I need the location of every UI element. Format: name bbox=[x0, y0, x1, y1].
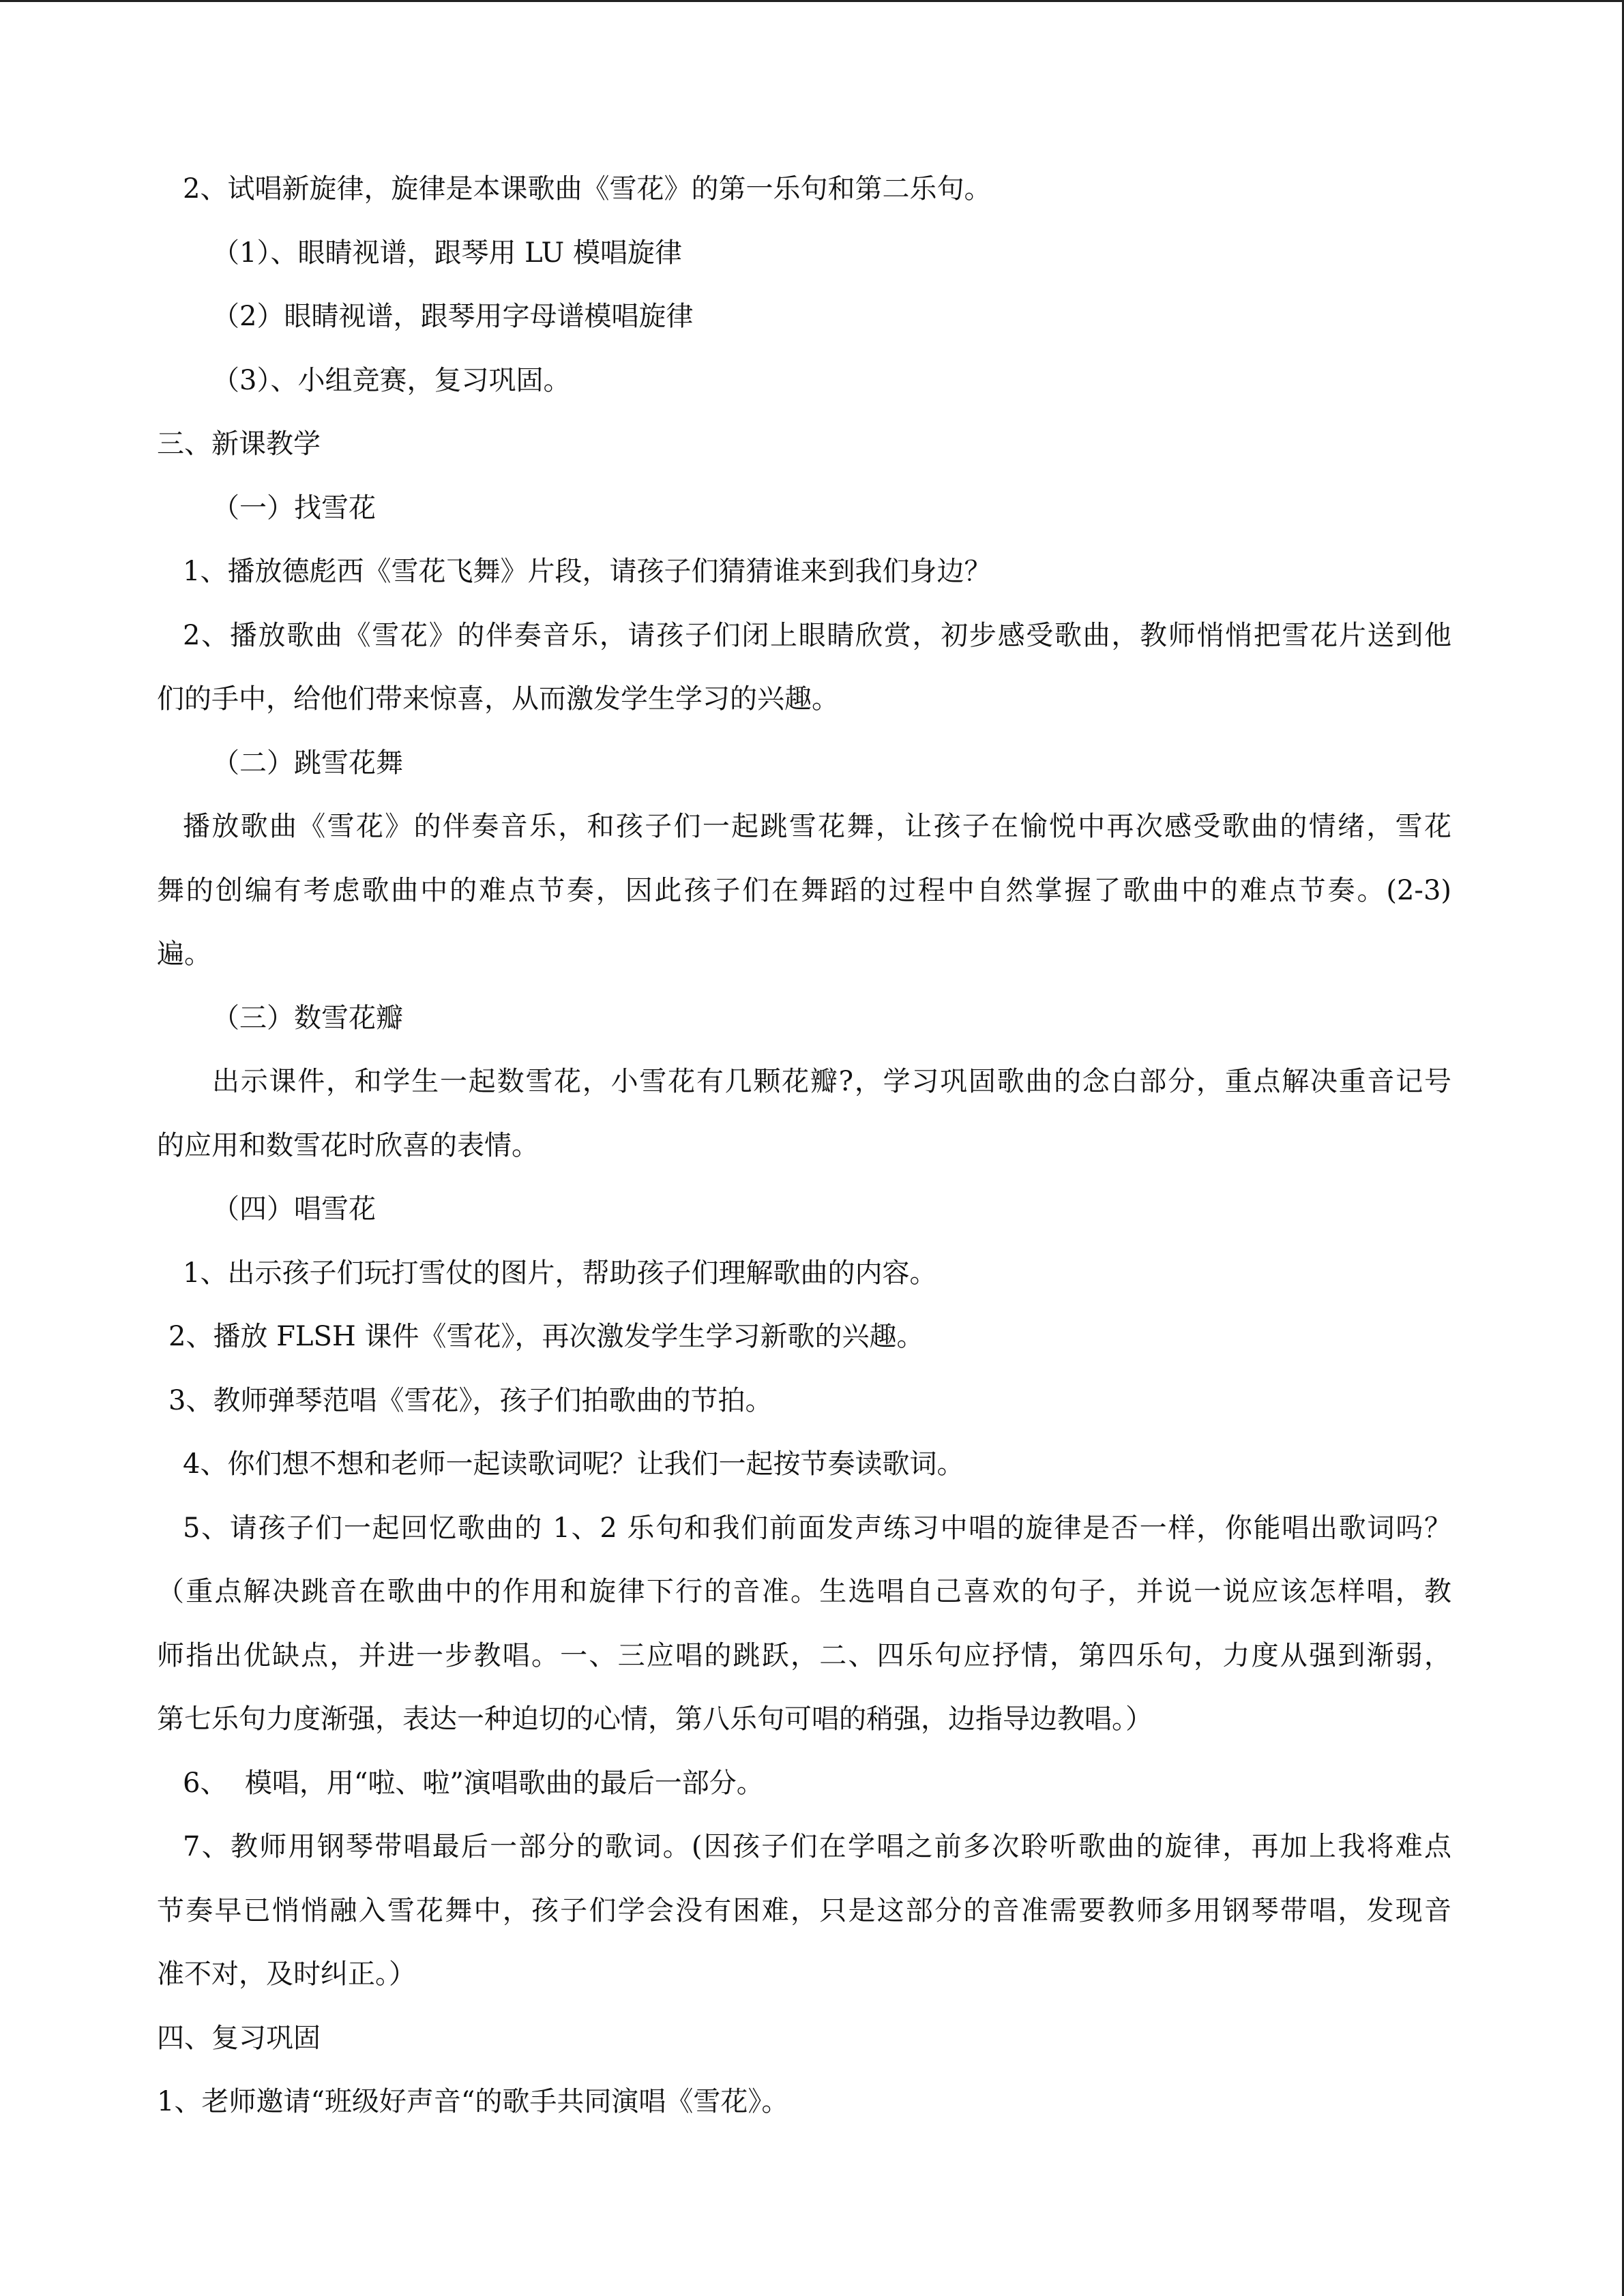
paragraph-line: 出示课件，和学生一起数雪花，小雪花有几颗花瓣?，学习巩固歌曲的念白部分，重点解决重音记号 bbox=[212, 1066, 1451, 1097]
section-heading: 三、新课教学 bbox=[157, 428, 321, 460]
list-item: 1、出示孩子们玩打雪仗的图片，帮助孩子们理解歌曲的内容。 bbox=[183, 1257, 937, 1289]
subsection-heading: （二）跳雪花舞 bbox=[212, 747, 403, 779]
list-item: 7、教师用钢琴带唱最后一部分的歌词。(因孩子们在学唱之前多次聆听歌曲的旋律，再加上我将难点 bbox=[183, 1831, 1451, 1862]
paragraph-line: 第七乐句力度渐强，表达一种迫切的心情，第八乐句可唱的稍强，边指导边教唱。） bbox=[157, 1703, 1153, 1735]
list-item: 2、播放 FLSH 课件《雪花》，再次激发学生学习新歌的兴趣。 bbox=[168, 1321, 924, 1352]
subsection-heading: （一）找雪花 bbox=[212, 492, 376, 524]
paragraph-line: 舞的创编有考虑歌曲中的难点节奏，因此孩子们在舞蹈的过程中自然掌握了歌曲中的难点节奏。(2-3) bbox=[157, 874, 1451, 906]
paragraph-line: 播放歌曲《雪花》的伴奏音乐，和孩子们一起跳雪花舞，让孩子在愉悦中再次感受歌曲的情绪，雪花 bbox=[183, 811, 1451, 842]
paragraph-line: 们的手中，给他们带来惊喜，从而激发学生学习的兴趣。 bbox=[157, 683, 839, 715]
paragraph-line: 节奏早已悄悄融入雪花舞中，孩子们学会没有困难，只是这部分的音准需要教师多用钢琴带唱，发现音 bbox=[157, 1894, 1451, 1926]
step-item: （1）、眼睛视谱，跟琴用 LU 模唱旋律 bbox=[212, 237, 682, 269]
subsection-heading: （四）唱雪花 bbox=[212, 1193, 376, 1225]
paragraph-line: 的应用和数雪花时欣喜的表情。 bbox=[157, 1129, 539, 1161]
step-item: （2）眼睛视谱，跟琴用字母谱模唱旋律 bbox=[212, 301, 694, 332]
paragraph-line: 遍。 bbox=[157, 938, 211, 970]
list-item: 1、播放德彪西《雪花飞舞》片段，请孩子们猜猜谁来到我们身边？ bbox=[183, 556, 992, 587]
list-item: 4、你们想不想和老师一起读歌词呢？让我们一起按节奏读歌词。 bbox=[183, 1448, 964, 1480]
section-heading: 四、复习巩固 bbox=[157, 2022, 321, 2054]
list-item: 2、试唱新旋律，旋律是本课歌曲《雪花》的第一乐句和第二乐句。 bbox=[183, 173, 992, 205]
step-item: （3）、小组竞赛，复习巩固。 bbox=[212, 364, 571, 396]
paragraph-line: 师指出优缺点，并进一步教唱。一、三应唱的跳跃，二、四乐句应抒情，第四乐句，力度从强到渐弱， bbox=[157, 1639, 1451, 1671]
list-item: 1、老师邀请“班级好声音“的歌手共同演唱《雪花》。 bbox=[157, 2086, 789, 2117]
list-item: 5、请孩子们一起回忆歌曲的 1、2 乐句和我们前面发声练习中唱的旋律是否一样，你能唱出歌词吗？ bbox=[183, 1512, 1451, 1544]
subsection-heading: （三）数雪花瓣 bbox=[212, 1002, 403, 1034]
document-body bbox=[0, 158, 1622, 2134]
list-item: 3、教师弹琴范唱《雪花》，孩子们拍歌曲的节拍。 bbox=[168, 1384, 773, 1416]
paragraph-line: （重点解决跳音在歌曲中的作用和旋律下行的音准。生选唱自己喜欢的句子，并说一说应该怎样唱，教 bbox=[157, 1576, 1451, 1607]
list-item: 2、播放歌曲《雪花》的伴奏音乐，请孩子们闭上眼睛欣赏，初步感受歌曲，教师悄悄把雪花片送到他 bbox=[183, 619, 1451, 651]
list-item: 6、 模唱，用“啦、啦”演唱歌曲的最后一部分。 bbox=[183, 1767, 764, 1799]
paragraph-line: 准不对，及时纠正。） bbox=[157, 1958, 416, 1990]
